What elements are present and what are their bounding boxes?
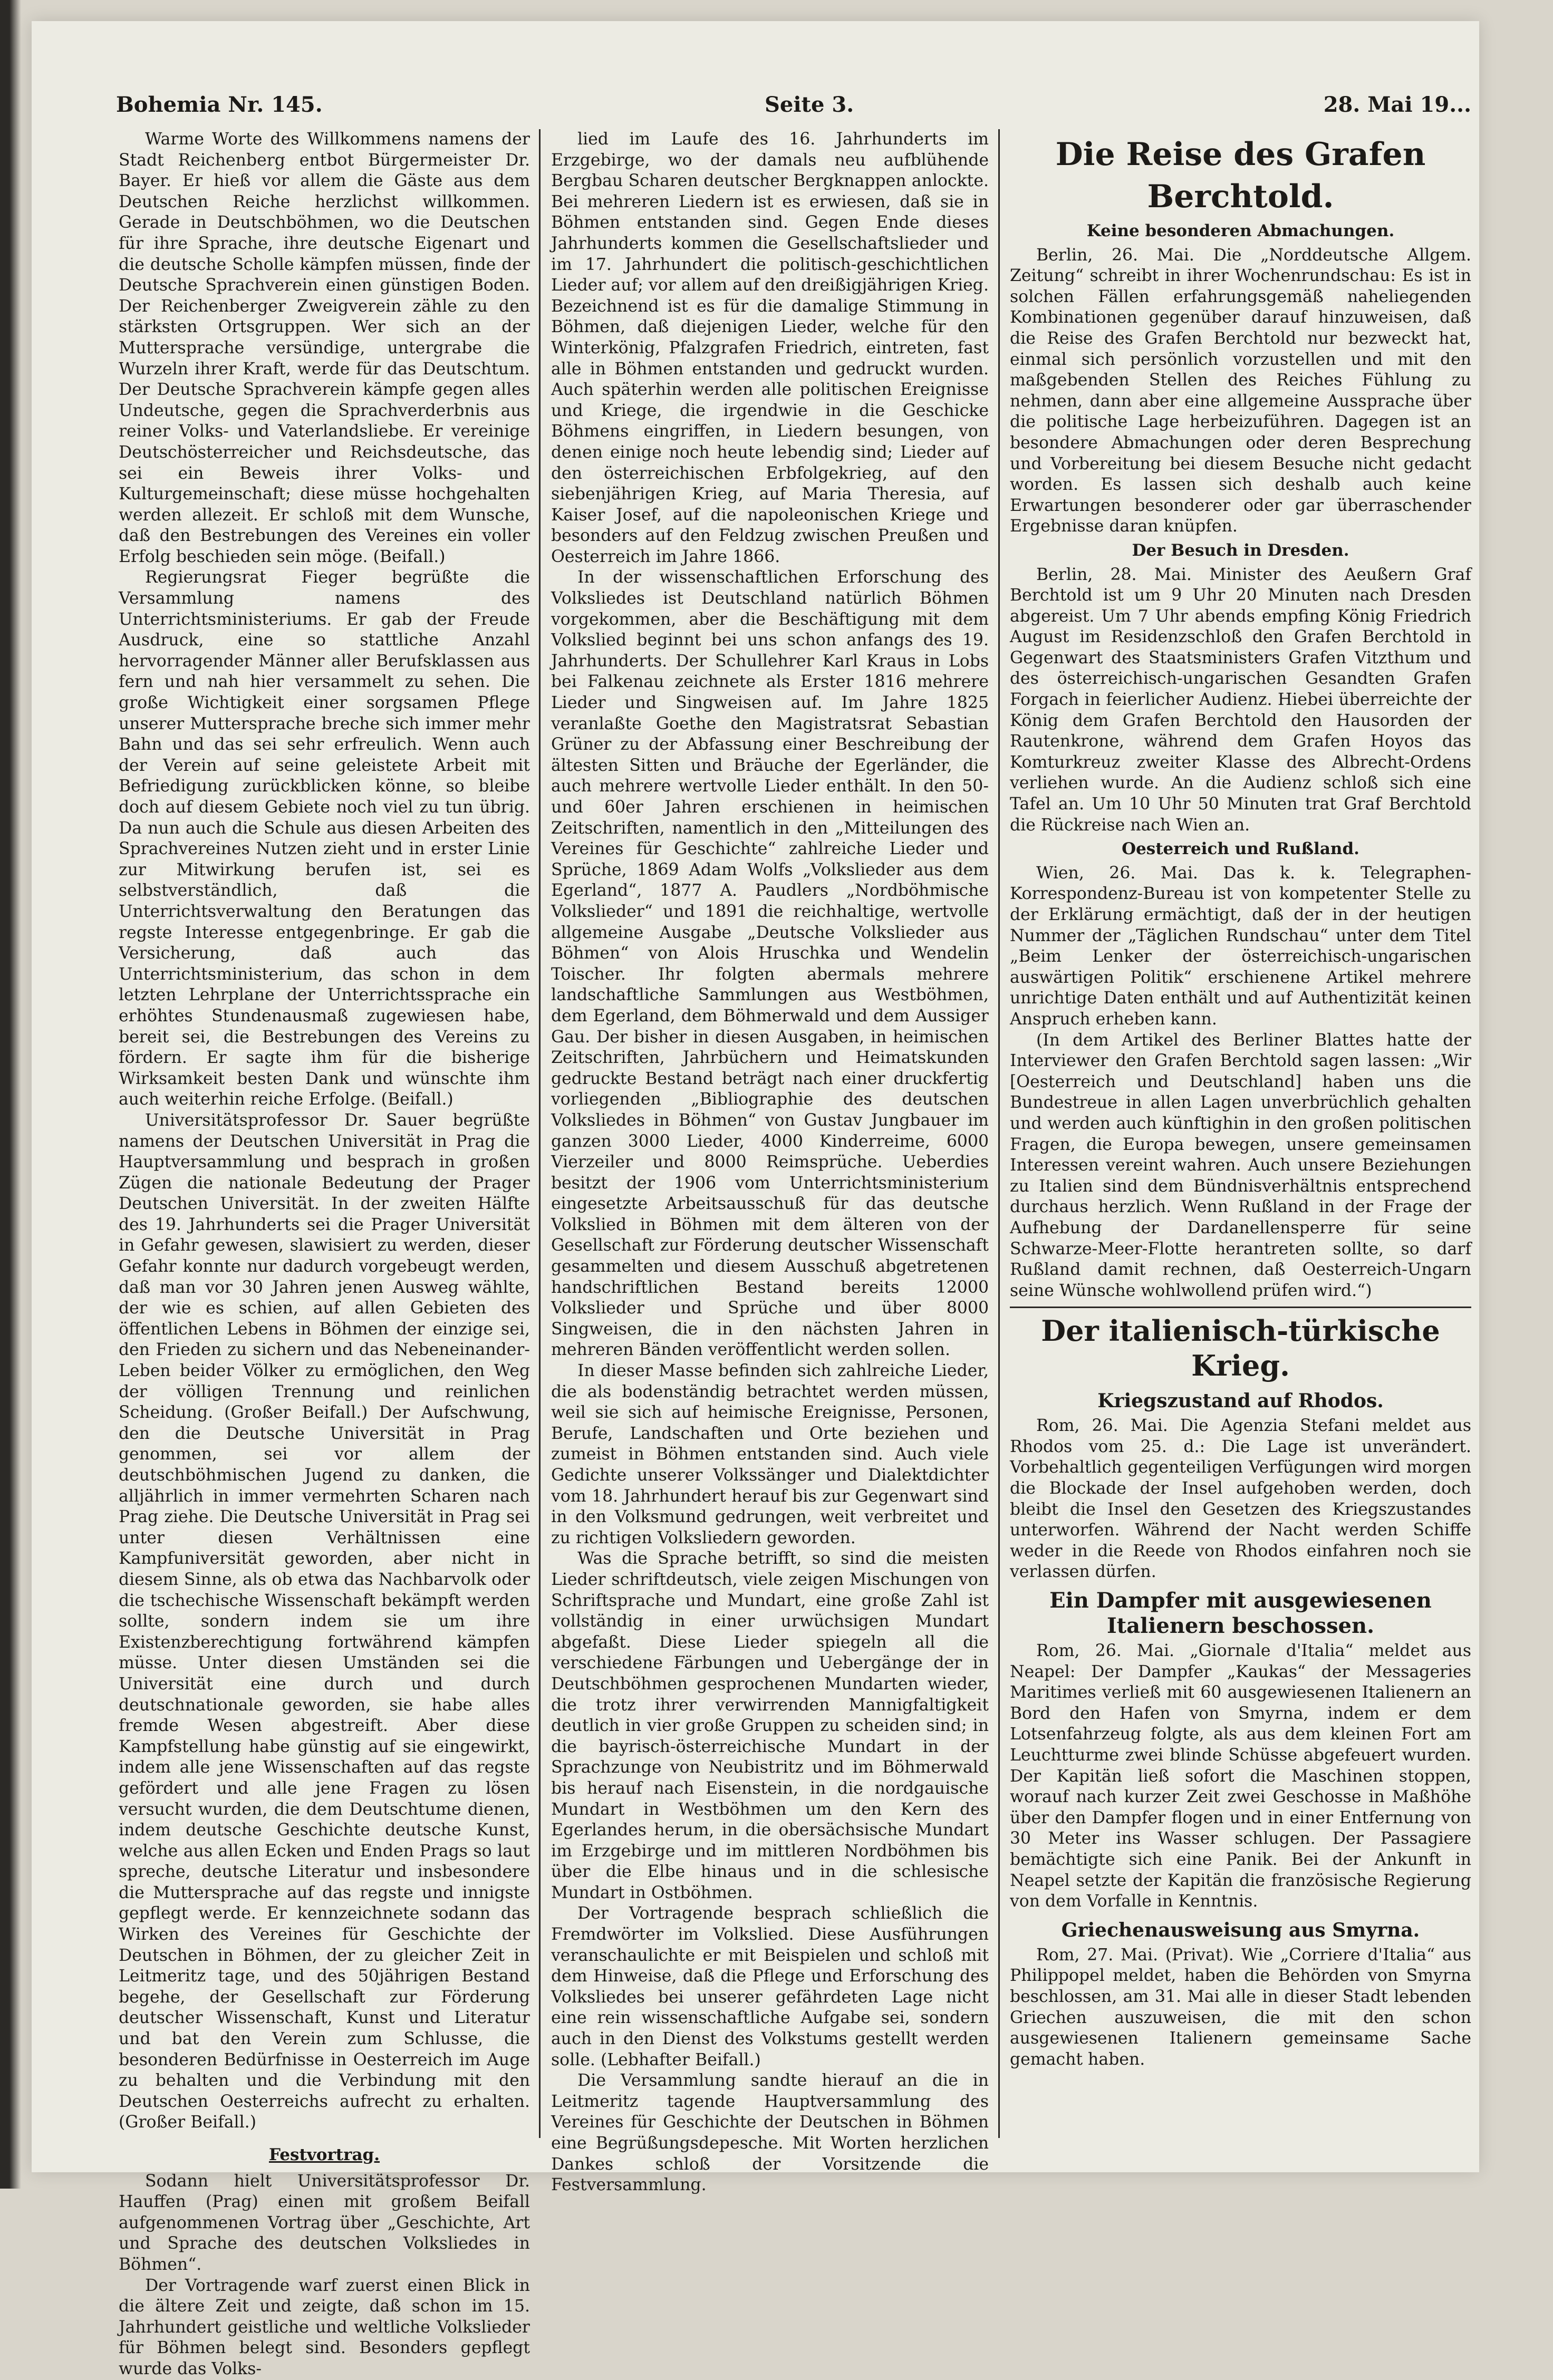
- column-rule-1: [539, 129, 541, 2138]
- article-paragraph: Der Vortragende besprach schließlich die Fremdwörter im Volkslied. Diese Ausführungen veranschaulichte er mit Beispielen und schloß mit dem Hinweise, daß die Pflege und Erforschung des Volksliedes bei unserer gefährdeten Lage nicht eine rein wissenschaftliche Aufgabe sei, sondern auch in den Dienst des Volkstums gestellt werden solle. (Lebhafter Beifall.): [551, 1904, 989, 2069]
- article-paragraph: Die Versammlung sandte hierauf an die in Leitmeritz tagende Hauptversammlung des Vereines für Geschichte der Deutschen in Böhmen eine Begrüßungsdepesche. Mit Worten herzlichen Dankes schloß der Vorsitzende die Festversammlung.: [551, 2071, 989, 2195]
- column-1: [119, 129, 530, 2380]
- page-header: [79, 76, 1471, 124]
- column-rule-2: [998, 129, 1000, 2138]
- article-paragraph: Universitätsprofessor Dr. Sauer begrüßte namens der Deutschen Universität in Prag die Hauptversammlung und besprach in großen Zügen die nationale Bedeutung der Prager Deutschen Universität. In der zweiten Hälfte des 19. Jahrhunderts sei die Prager Universität in Gefahr gewesen, slawisiert zu werden, dieser Gefahr konnte nur dadurch vorgebeugt werden, daß man vor 30 Jahren jenen Ausweg wählte, der wie es schien, auf allen Gebieten des öffentlichen Lebens in Böhmen der einzige sei, den Frieden zu sichern und das Nebeneinander-Leben beider Völker zu ermöglichen, den Weg der völligen Trennung und reinlichen Scheidung. (Großer Beifall.) Der Aufschwung, den die Deutsche Universität in Prag genommen, sei vor allem der deutschböhmischen Jugend zu danken, die alljährlich in immer vermehrten Scharen nach Prag ziehe. Die Deutsche Universität in Prag sei unter diesen Verhältnissen eine Kampfuniversität geworden, aber nicht in diesem Sinne, als ob etwa das Nachbarvolk oder die tschechische Wissenschaft bekämpft werden sollte, sondern indem sie um ihre Existenzberechtigung fortwährend kämpfen müsse. Unter diesen Umständen sei die Universität eine durch und durch deutschnationale geworden, sie habe alles fremde Wesen abgestreift. Aber diese Kampfstellung habe günstig auf sie eingewirkt, indem alle jene Wissenschaften auf das regste gefördert und alle jene Fragen zu lösen versucht wurden, die dem Deutschtume dienen, indem deutsche Geschichte deutsche Kunst, welche aus allen Ecken und Enden Prags so laut spreche, deutsche Literatur und insbesondere die Muttersprache auf das regste und innigste gepflegt werde. Er kennzeichnete sodann das Wirken des Vereines für Geschichte der Deutschen in Böhmen, der zu gleicher Zeit in Leitmeritz tage, und des 50jährigen Bestand begehe, der Gesellschaft zur Förderung deutscher Wissenschaft, Kunst und Literatur und bat den Verein zum Schlusse, die besonderen Bedürfnisse in Oesterreich im Auge zu behalten und die Verbindung mit den Deutschen Oesterreichs aufrecht zu erhalten. (Großer Beifall.): [119, 1110, 530, 2132]
- article-paragraph: Berlin, 26. Mai. Die „Norddeutsche Allgem. Zeitung“ schreibt in ihrer Wochenrundschau: Es ist in solchen Fällen erfahrungsgemäß naheliegenden Kombinationen gegenüber darauf hinzuweisen, daß die Reise des Grafen Berchtold nur bezweckt hat, einmal sich persönlich vorzustellen und mit den maßgebenden Stellen des Reiches Fühlung zu nehmen, dann aber eine allgemeine Aussprache über die politische Lage herbeizuführen. Dagegen ist an besondere Abmachungen oder deren Besprechung und Vorbereitung bei diesem Besuche nicht gedacht worden. Es lassen sich deshalb auch keine Erwartungen besonderer oder gar überraschender Ergebnisse daran knüpfen.: [1010, 245, 1471, 536]
- subheadline: Der Besuch in Dresden.: [1132, 540, 1349, 560]
- article-paragraph: Rom, 27. Mai. (Privat). Wie „Corriere d'Italia“ aus Philippopel meldet, haben die Behörden von Smyrna beschlossen, am 31. Mai alle in dieser Stadt lebenden Griechen auszuweisen, die mit den schon ausgewiesenen Italienern gemeinsame Sache gemacht haben.: [1010, 1945, 1471, 2069]
- article-paragraph: Der Vortragende warf zuerst einen Blick in die ältere Zeit und zeigte, daß schon im 15. Jahrhundert geistliche und weltliche Volkslieder für Böhmen belegt sind. Besonders gepflegt wurde das Volks-: [119, 2276, 530, 2378]
- article-paragraph: Rom, 26. Mai. Die Agenzia Stefani meldet aus Rhodos vom 25. d.: Die Lage ist unverändert. Vorbehaltlich gegenteiligen Verfügungen wird morgen die Blockade der Insel aufgehoben werden, doch bleibt die Insel den Gesetzen des Kriegszustandes unterworfen. Während der Nacht werden Schiffe weder in die Reede von Rhodos einfahren noch sie verlassen dürfen.: [1010, 1416, 1471, 1582]
- header-date: 28. Mai 19...: [1323, 92, 1471, 117]
- header-publication: Bohemia Nr. 145.: [116, 92, 323, 117]
- article-paragraph: Regierungsrat Fieger begrüßte die Versammlung namens des Unterrichtsministeriums. Er gab der Freude Ausdruck, eine so stattliche Anzahl hervorragender Männer aller Berufsklassen aus fern und nah hier versammelt zu sehen. Die große Wichtigkeit einer sorgsamen Pflege unserer Muttersprache breche sich immer mehr Bahn und das sei sehr erfreulich. Wenn auch der Verein auf seine geleistete Arbeit mit Befriedigung zurückblicken könne, so bleibe doch auf diesem Gebiete noch viel zu tun übrig. Da nun auch die Schule aus diesen Arbeiten des Sprachvereines Nutzen zieht und in erster Linie zur Mitwirkung berufen ist, sei es selbstverständlich, daß die Unterrichtsverwaltung den Beratungen das regste Interesse entgegenbringe. Er gab die Versicherung, daß auch das Unterrichtsministerium, das schon in dem letzten Lehrplane der Unterrichtssprache ein erhöhtes Stundenausmaß zugewiesen habe, bereit sei, die Bestrebungen des Vereins zu fördern. Er sagte ihm für die bisherige Wirksamkeit besten Dank und wünschte ihm auch weiterhin reiche Erfolge. (Beifall.): [119, 568, 530, 1109]
- subheadline: Keine besonderen Abmachungen.: [1086, 221, 1395, 240]
- subheadline: Oesterreich und Rußland.: [1122, 839, 1359, 859]
- article-paragraph: In dieser Masse befinden sich zahlreiche Lieder, die als bodenständig betrachtet werden müssen, weil sie sich auf heimische Ereignisse, Personen, Berufe, Landschaften und Orte beziehen und zumeist in Böhmen entstanden sind. Auch viele Gedichte unserer Volkssänger und Dialektdichter vom 18. Jahrhundert herauf bis zur Gegenwart sind in den Volksmund gedrungen, weit verbreitet und zu richtigen Volksliedern geworden.: [551, 1361, 989, 1547]
- headline-war: Der italienisch-türkische Krieg.: [1041, 1314, 1440, 1383]
- page-edge-shadow: [0, 0, 26, 2189]
- headline-berchtold: Die Reise des Grafen Berchtold.: [1055, 136, 1426, 215]
- section-divider: [1010, 1307, 1471, 1308]
- subheadline: Kriegszustand auf Rhodos.: [1097, 1390, 1384, 1412]
- article-paragraph: Wien, 26. Mai. Das k. k. Telegraphen-Korrespondenz-Bureau ist von kompetenter Stelle zu der Erklärung ermächtigt, daß der in der heutigen Nummer der „Täglichen Rundschau“ unter dem Titel „Beim Lenker der österreichisch-ungarischen auswärtigen Politik“ erschienene Artikel mehrere unrichtige Daten enthält und auf Authentizität keinen Anspruch erheben kann.: [1010, 863, 1471, 1029]
- article-paragraph: Rom, 26. Mai. „Giornale d'Italia“ meldet aus Neapel: Der Dampfer „Kaukas“ der Messageries Maritimes verließ mit 60 ausgewiesenen Italienern an Bord den Hafen von Smyrna, indem er dem Lotsenfahrzeug folgte, als aus dem kleinen Fort am Leuchtturme zwei blinde Schüsse abgefeuert wurden. Der Kapitän ließ sofort die Maschinen stoppen, worauf nach kurzer Zeit zwei Geschosse in Maßhöhe über den Dampfer flogen und in einer Entfernung von 30 Meter ins Wasser schlugen. Der Passagiere bemächtigte sich eine Panik. Bei der Ankunft in Neapel setzte der Kapitän die französische Regierung von dem Vorfalle in Kenntnis.: [1010, 1641, 1471, 1911]
- column-2: [551, 129, 989, 2196]
- article-paragraph: Warme Worte des Willkommens namens der Stadt Reichenberg entbot Bürgermeister Dr. Bayer. Er hieß vor allem die Gäste aus dem Deutschen Reiche herzlichst willkommen. Gerade in Deutschböhmen, wo die Deutschen für ihre Sprache, ihre deutsche Eigenart und die deutsche Scholle kämpfen müssen, finde der Deutsche Sprachverein einen günstigen Boden. Der Reichenberger Zweigverein zähle zu den stärksten Ortsgruppen. Wer sich an der Muttersprache versündige, untergrabe die Wurzeln ihrer Kraft, werde für das Deutschtum. Der Deutsche Sprachverein kämpfe gegen alles Undeutsche, gegen die Sprachverderbnis aus reiner Volks- und Vaterlandsliebe. Er vereinige Deutschösterreicher und Reichsdeutsche, das sei ein Beweis ihrer Volks- und Kulturgemeinschaft; diese müsse hochgehalten werden allezeit. Er schloß mit dem Wunsche, daß den Bestrebungen des Vereines ein voller Erfolg beschieden sein möge. (Beifall.): [119, 130, 530, 566]
- section-subheading: Festvortrag.: [268, 2145, 380, 2164]
- header-page-number: Seite 3.: [765, 92, 854, 117]
- article-paragraph: lied im Laufe des 16. Jahrhunderts im Erzgebirge, wo der damals neu aufblühende Bergbau Scharen deutscher Bergknappen anlockte. Bei mehreren Liedern ist es erwiesen, daß sie in Böhmen entstanden sind. Gegen Ende dieses Jahrhunderts kommen die Gesellschaftslieder und im 17. Jahrhundert die politisch-geschichtlichen Lieder auf; vor allem auf den dreißigjährigen Krieg. Bezeichnend ist es für die damalige Stimmung in Böhmen, daß diejenigen Lieder, welche für den Winterkönig, Pfalzgrafen Friedrich, eintreten, fast alle in Böhmen entstanden und gedruckt wurden. Auch späterhin werden alle politischen Ereignisse und Kriege, die irgendwie in die Geschicke Böhmens eingriffen, in Liedern besungen, von denen einige noch heute lebendig sind; Lieder auf den österreichischen Erbfolgekrieg, auf den siebenjährigen Krieg, auf Maria Theresia, auf Kaiser Josef, auf die napoleonischen Kriege und besonders auf den Feldzug zwischen Preußen und Oesterreich im Jahre 1866.: [551, 130, 989, 566]
- headline-smyrna: Griechenausweisung aus Smyrna.: [1061, 1919, 1420, 1941]
- article-paragraph: (In dem Artikel des Berliner Blattes hatte der Interviewer den Grafen Berchtold sagen lassen: „Wir [Oesterreich und Deutschland] haben uns die Bundestreue in allen Lagen unverbrüchlich gehalten und werden auch künftighin in den großen politischen Fragen, die Europa bewegen, unsere gemeinsamen Interessen vereint wahren. Auch unsere Beziehungen zu Italien sind dem Bündnisverhältnis entsprechend durchaus herzlich. Wenn Rußland in der Frage der Aufhebung der Dardanellensperre für seine Schwarze-Meer-Flotte herantreten sollte, so darf Rußland damit rechnen, daß Oesterreich-Ungarn seine Wünsche wohlwollend prüfen wird.“): [1010, 1030, 1471, 1300]
- column-3: [1010, 129, 1471, 2070]
- headline-steamer: Ein Dampfer mit ausgewiesenen Italienern beschossen.: [1049, 1588, 1432, 1639]
- article-paragraph: Was die Sprache betrifft, so sind die meisten Lieder schriftdeutsch, viele zeigen Mischungen von Schriftsprache und Mundart, eine große Zahl ist vollständig in einer urwüchsigen Mundart abgefaßt. Diese Lieder spiegeln all die verschiedene Färbungen und Uebergänge der in Deutschböhmen gesprochenen Mundarten wieder, die trotz ihrer verwirrenden Mannigfaltigkeit deutlich in vier große Gruppen zu scheiden sind; in die bayrisch-österreichische Mundart in der Sprachzunge von Neubistritz und im Böhmerwald bis herauf nach Eisenstein, in die nordgauische Mundart in Westböhmen um den Kern des Egerlandes herum, in die obersächsische Mundart im Erzgebirge und im mittleren Nordböhmen bis über die Elbe hinaus und in die schlesische Mundart in Ostböhmen.: [551, 1549, 989, 1902]
- article-paragraph: Sodann hielt Universitätsprofessor Dr. Hauffen (Prag) einen mit großem Beifall aufgenommenen Vortrag über „Geschichte, Art und Sprache des deutschen Volksliedes in Böhmen“.: [119, 2171, 530, 2274]
- article-paragraph: In der wissenschaftlichen Erforschung des Volksliedes ist Deutschland natürlich Böhmen vorgekommen, aber die Beschäftigung mit dem Volkslied beginnt bei uns schon anfangs des 19. Jahrhunderts. Der Schullehrer Karl Kraus in Lobs bei Falkenau zeichnete als Erster 1816 mehrere Lieder und Singweisen auf. Im Jahre 1825 veranlaßte Goethe den Magistratsrat Sebastian Grüner zu der Abfassung einer Beschreibung der ältesten Sitten und Bräuche der Egerländer, die auch mehrere wertvolle Lieder enthält. In den 50- und 60er Jahren erschienen in heimischen Zeitschriften, namentlich in den „Mitteilungen des Vereines für Geschichte“ zahlreiche Lieder und Sprüche, 1869 Adam Wolfs „Volkslieder aus dem Egerland“, 1877 A. Paudlers „Nordböhmische Volkslieder“ und 1891 die reichhaltige, wertvolle allgemeine Ausgabe „Deutsche Volkslieder aus Böhmen“ von Alois Hruschka und Wendelin Toischer. Ihr folgten abermals mehrere landschaftliche Sammlungen aus Westböhmen, dem Egerland, dem Böhmerwald und dem Aussiger Gau. Der bisher in diesen Ausgaben, in heimischen Zeitschriften, Jahrbüchern und Heimatskunden gedruckte Bestand beträgt nach einer druckfertig vorliegenden „Bibliographie des deutschen Volksliedes in Böhmen“ von Gustav Jungbauer im ganzen 3000 Lieder, 4000 Kinderreime, 6000 Vierzeiler und 8000 Reimsprüche. Ueberdies besitzt der 1906 vom Unterrichtsministerium eingesetzte Arbeitsausschuß für das deutsche Volkslied in Böhmen mit dem älteren von der Gesellschaft zur Förderung deutscher Wissenschaft gesammelten und diesem Ausschuß abgetretenen handschriftlichen Bestand bereits 12000 Volkslieder und Sprüche und über 8000 Singweisen, die in den nächsten Jahren in mehreren Bänden veröffentlicht werden sollen.: [551, 568, 989, 1360]
- article-paragraph: Berlin, 28. Mai. Minister des Aeußern Graf Berchtold ist um 9 Uhr 20 Minuten nach Dresden abgereist. Um 7 Uhr abends empfing König Friedrich August im Residenzschloß den Grafen Berchtold in Gegenwart des Staatsministers Grafen Vitzthum und des österreichisch-ungarischen Gesandten Grafen Forgach in feierlicher Audienz. Hiebei überreichte der König dem Grafen Berchtold den Hausorden der Rautenkrone, während dem Grafen Hoyos das Komturkreuz zweiter Klasse des Albrecht-Ordens verliehen wurde. An die Audienz schloß sich eine Tafel an. Um 10 Uhr 50 Minuten trat Graf Berchtold die Rückreise nach Wien an.: [1010, 565, 1471, 835]
